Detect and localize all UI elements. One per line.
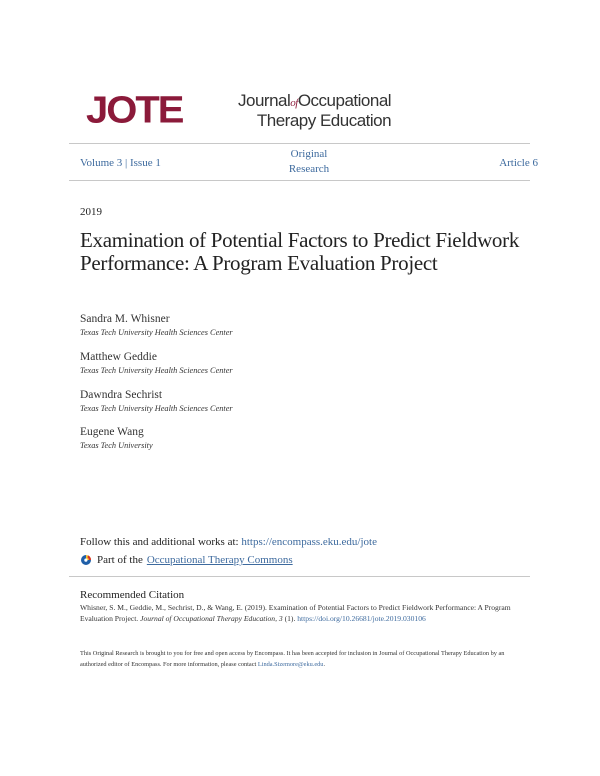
article-type-line2: Research bbox=[288, 163, 330, 175]
author-affiliation: Texas Tech University Health Sciences Center bbox=[80, 366, 233, 375]
citation-journal: Journal of Occupational Therapy Education, 3 bbox=[140, 614, 283, 623]
doi-link[interactable]: https://doi.org/10.26681/jote.2019.030106 bbox=[297, 614, 426, 623]
part-of-line bbox=[80, 554, 293, 566]
author-affiliation: Texas Tech University Health Sciences Center bbox=[80, 328, 233, 337]
contact-email-link[interactable]: Linda.Sizemore@eku.edu bbox=[257, 661, 324, 668]
citation-issue: (1). bbox=[282, 614, 298, 623]
journal-word-journal: Journal bbox=[238, 91, 291, 110]
citation-authors-title: Whisner, S. M., Geddie, M., Sechrist, D., & Wang, E. (2019). Examination of Potential Factors to Predict Fieldwork Performance: A Program Evaluation Project. bbox=[80, 603, 511, 623]
volume-issue-link[interactable]: Volume 3 | Issue 1 bbox=[80, 157, 161, 169]
access-notice bbox=[80, 648, 530, 670]
article-title: Examination of Potential Factors to Predict Fieldwork Performance: A Program Evaluation Project bbox=[80, 228, 520, 275]
follow-label: Follow this and additional works at: bbox=[80, 536, 242, 548]
journal-word-occupational: Occupational bbox=[297, 91, 392, 110]
author-name: Matthew Geddie bbox=[80, 351, 157, 363]
journal-wordmark bbox=[238, 92, 391, 129]
citation-text bbox=[80, 602, 530, 624]
access-notice-end: . bbox=[323, 661, 326, 668]
recommended-citation-heading: Recommended Citation bbox=[80, 589, 185, 601]
journal-wordmark-line2: Therapy Education bbox=[256, 111, 392, 130]
follow-url-link[interactable]: https://encompass.eku.edu/jote bbox=[241, 536, 377, 548]
issue-bar-bottom-rule bbox=[69, 180, 530, 181]
bepress-commons-icon bbox=[80, 554, 92, 566]
issue-bar bbox=[80, 145, 538, 180]
author-name: Eugene Wang bbox=[80, 426, 144, 438]
publication-year: 2019 bbox=[80, 206, 102, 218]
article-type-link[interactable] bbox=[270, 147, 348, 177]
author-name: Sandra M. Whisner bbox=[80, 313, 170, 325]
access-notice-text: This Original Research is brought to you for free and open access by Encompass. It has been accepted for inclusion in Journal of Occupational Therapy Education by an authorized editor of Encompass. For more information, please contact bbox=[80, 650, 505, 668]
part-of-label: Part of the bbox=[97, 554, 143, 566]
author-affiliation: Texas Tech University bbox=[80, 441, 153, 450]
author-name: Dawndra Sechrist bbox=[80, 389, 163, 401]
jote-logo: JOTE bbox=[86, 89, 183, 131]
article-number-link[interactable]: Article 6 bbox=[499, 157, 538, 169]
citation-top-rule bbox=[69, 576, 530, 577]
journal-wordmark-line1 bbox=[238, 92, 391, 112]
article-type-line1: Original bbox=[290, 148, 328, 160]
top-rule bbox=[69, 143, 530, 144]
commons-link[interactable]: Occupational Therapy Commons bbox=[146, 554, 293, 566]
follow-line bbox=[80, 536, 377, 548]
author-affiliation: Texas Tech University Health Sciences Center bbox=[80, 404, 233, 413]
journal-word-of: of bbox=[290, 97, 298, 109]
